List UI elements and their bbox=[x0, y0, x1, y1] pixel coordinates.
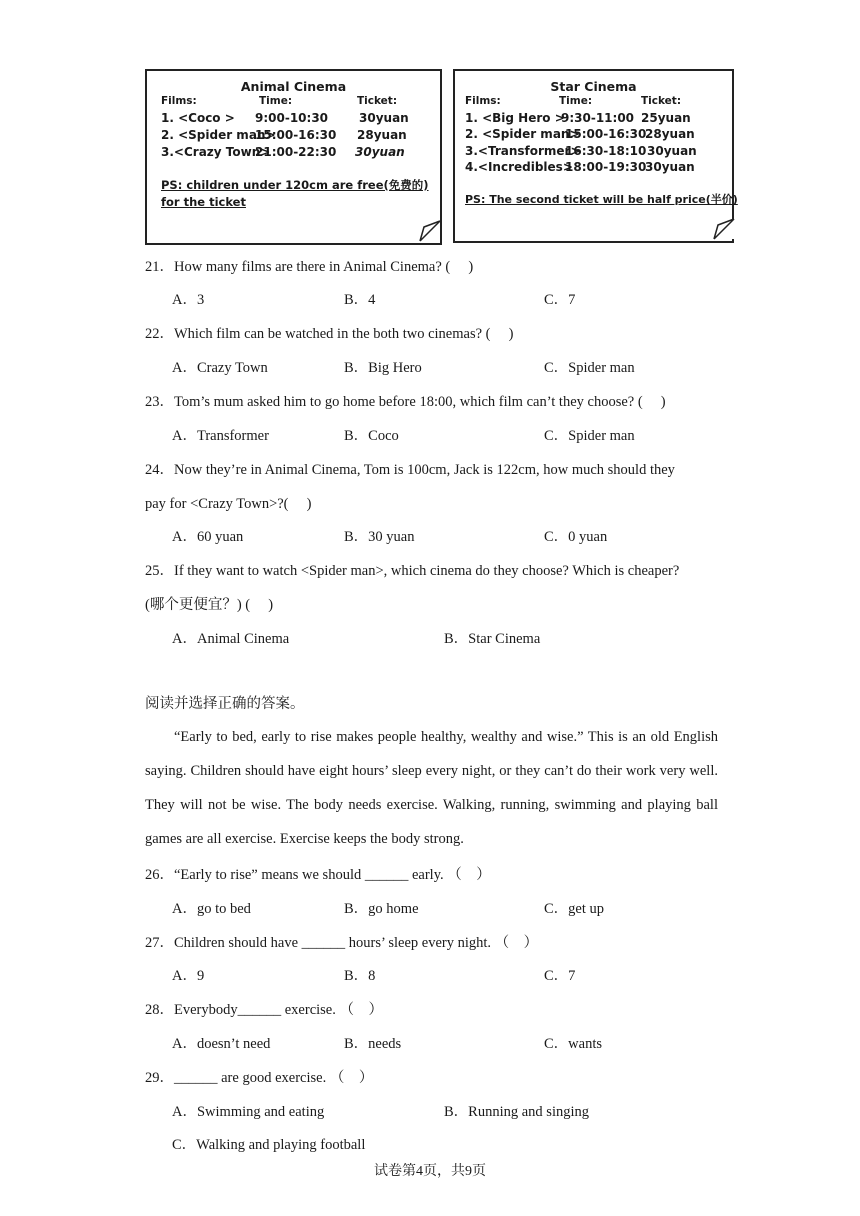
question-25: 25．If they want to watch <Spider man>, which cinema do they choose? Which is cheaper? bbox=[145, 563, 680, 579]
film-ticket: 28yuan bbox=[645, 127, 695, 141]
reading-passage bbox=[145, 720, 718, 856]
films-header: Films: bbox=[465, 95, 501, 107]
film-ticket: 28yuan bbox=[357, 128, 407, 142]
animal-cinema-notice bbox=[145, 69, 442, 245]
option-c[interactable]: C．Spider man bbox=[544, 428, 635, 444]
question-24: 24．Now they’re in Animal Cinema, Tom is 100cm, Jack is 122cm, how much should they bbox=[145, 462, 675, 478]
option-a[interactable]: A．60 yuan bbox=[172, 529, 244, 545]
section-title: 阅读并选择正确的答案。 bbox=[145, 696, 305, 712]
option-a[interactable]: A．Transformer bbox=[172, 428, 269, 444]
film-name: 1. <Big Hero > bbox=[465, 111, 565, 125]
option-a[interactable]: A．Crazy Town bbox=[172, 360, 268, 376]
time-header: Time: bbox=[559, 95, 593, 107]
question-24-continued: pay for <Crazy Town>?( ) bbox=[145, 496, 312, 512]
time-header: Time: bbox=[259, 95, 293, 107]
ticket-header: Ticket: bbox=[641, 95, 682, 107]
page-curl-icon bbox=[418, 219, 442, 243]
option-b[interactable]: B．Big Hero bbox=[344, 360, 422, 376]
film-name: 1. <Coco > bbox=[161, 111, 235, 125]
film-time: 9:30-11:00 bbox=[561, 111, 635, 125]
question-25-continued: (哪个更便宜？) ( ) bbox=[145, 597, 274, 613]
option-a[interactable]: A．Animal Cinema bbox=[172, 631, 290, 647]
animal-cinema-ps: PS: children under 120cm are free(免费的) for the ticket bbox=[161, 178, 429, 209]
film-name: 3.<Transformer> bbox=[465, 144, 581, 158]
option-a[interactable]: A．doesn’t need bbox=[172, 1036, 271, 1052]
option-c[interactable]: C．Walking and playing football bbox=[172, 1137, 366, 1153]
option-a[interactable]: A．Swimming and eating bbox=[172, 1104, 325, 1120]
film-ticket: 30yuan bbox=[355, 145, 405, 159]
question-28: 28．Everybody______ exercise. （ ） bbox=[145, 1002, 383, 1018]
star-cinema-notice bbox=[453, 69, 738, 243]
star-cinema-title: Star Cinema bbox=[550, 79, 637, 94]
option-b[interactable]: B．needs bbox=[344, 1036, 402, 1052]
option-c[interactable]: C．7 bbox=[544, 968, 576, 984]
film-ticket: 30yuan bbox=[645, 160, 695, 174]
film-name: 4.<Incredibles> bbox=[465, 160, 573, 174]
passage-text: “Early to bed, early to rise makes people healthy, wealthy and wise.” This is an old English saying. Children should have eight hours’ sleep every night, or they can’t do their work very well. They will not be wise. The body needs exercise. Walking, running, swimming and playing ball games are all exercise. Exercise keeps the body strong. bbox=[145, 729, 718, 847]
film-ticket: 25yuan bbox=[641, 111, 691, 125]
film-time: 9:00-10:30 bbox=[255, 111, 329, 125]
film-time: 16:30-18:10 bbox=[565, 144, 647, 158]
option-b[interactable]: B．Coco bbox=[344, 428, 399, 444]
option-a[interactable]: A．go to bed bbox=[172, 901, 251, 917]
film-time: 15:00-16:30 bbox=[255, 128, 337, 142]
animal-cinema-title: Animal Cinema bbox=[240, 79, 347, 94]
option-b[interactable]: B．Running and singing bbox=[444, 1104, 590, 1120]
film-ticket: 30yuan bbox=[359, 111, 409, 125]
question-22: 22．Which film can be watched in the both two cinemas? ( ) bbox=[145, 326, 514, 342]
question-27: 27．Children should have ______ hours’ sleep every night. （ ） bbox=[145, 935, 539, 951]
page-curl-icon bbox=[712, 217, 736, 241]
film-time: 18:00-19:30 bbox=[565, 160, 647, 174]
film-time: 15:00-16:30 bbox=[565, 127, 647, 141]
film-ticket: 30yuan bbox=[647, 144, 697, 158]
film-name: 3.<Crazy Town> bbox=[161, 145, 271, 159]
option-c[interactable]: C．get up bbox=[544, 901, 605, 917]
option-b[interactable]: B．go home bbox=[344, 901, 419, 917]
option-b[interactable]: B．4 bbox=[344, 292, 376, 308]
option-c[interactable]: C．0 yuan bbox=[544, 529, 608, 545]
option-a[interactable]: A．3 bbox=[172, 292, 205, 308]
option-b[interactable]: B．Star Cinema bbox=[444, 631, 541, 647]
question-23: 23．Tom’s mum asked him to go home before 18:00, which film can’t they choose? ( ) bbox=[145, 394, 666, 410]
film-name: 2. <Spider man> bbox=[465, 127, 580, 141]
film-time: 21:00-22:30 bbox=[255, 145, 337, 159]
question-21: 21．How many films are there in Animal Cinema? ( ) bbox=[145, 259, 474, 275]
option-b[interactable]: B．8 bbox=[344, 968, 376, 984]
star-cinema-ps: PS: The second ticket will be half price(半价) bbox=[465, 193, 738, 206]
question-29: 29．______ are good exercise. （ ） bbox=[145, 1070, 374, 1086]
option-b[interactable]: B．30 yuan bbox=[344, 529, 415, 545]
ticket-header: Ticket: bbox=[357, 95, 398, 107]
option-c[interactable]: C．Spider man bbox=[544, 360, 635, 376]
question-26: 26．“Early to rise” means we should ______ early. （ ） bbox=[145, 867, 491, 883]
option-c[interactable]: C．wants bbox=[544, 1036, 602, 1052]
option-a[interactable]: A．9 bbox=[172, 968, 205, 984]
option-c[interactable]: C．7 bbox=[544, 292, 576, 308]
films-header: Films: bbox=[161, 95, 197, 107]
page-footer: 试卷第4页，共9页 bbox=[374, 1164, 486, 1179]
film-name: 2. <Spider man> bbox=[161, 128, 276, 142]
